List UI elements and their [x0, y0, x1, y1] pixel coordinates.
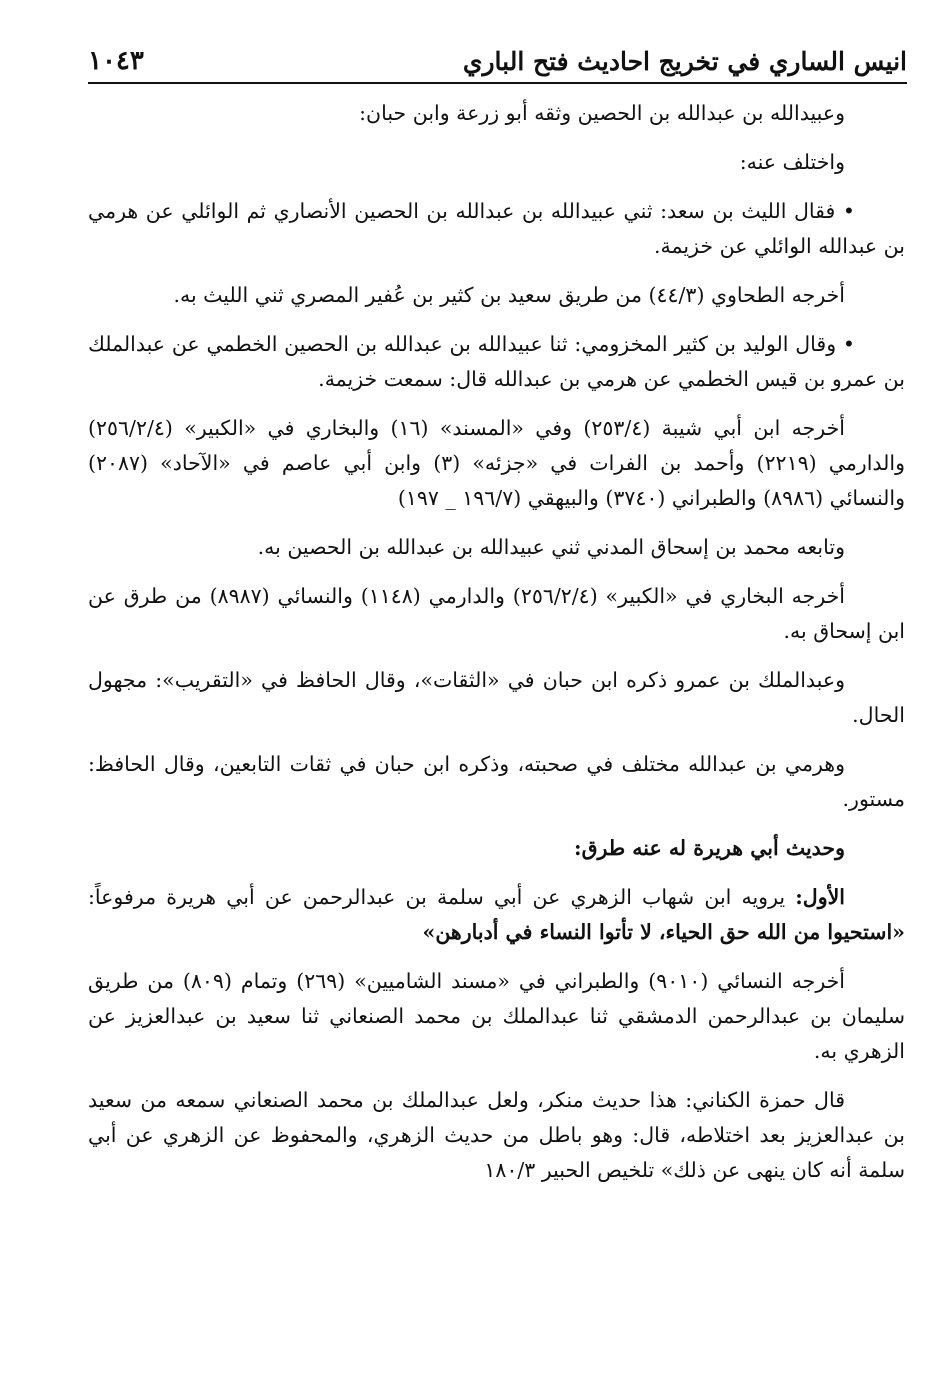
hadith-quote: «استحيوا من الله حق الحياء، لا تأتوا النساء في أدبارهن» [422, 920, 905, 944]
paragraph-disagreement: واختلف عنه: [739, 150, 845, 174]
running-title: انيس الساري في تخريج احاديث فتح الباري [462, 47, 907, 76]
paragraph-narrator-trust: وعبيدالله بن عبدالله بن الحصين وثقه أبو زرعة وابن حبان: [359, 101, 845, 125]
paragraph-first-path [88, 880, 905, 950]
paragraph-abdulmalik: وعبدالملك بن عمرو ذكره ابن حبان في «الثقات»، وقال الحافظ في «التقريب»: مجهول الحال. [88, 668, 905, 727]
paragraph-takhrij-3: أخرجه النسائي (٩٠١٠) والطبراني في «مسند الشاميين» (٢٦٩) وتمام (٨٠٩) من طريق سليمان بن عبدالرحمن الدمشقي ثنا عبدالملك بن محمد الصنعاني ثنا سعيد بن عبدالعزيز عن الزهري به. [88, 969, 905, 1063]
first-path-text: يرويه ابن شهاب الزهري عن أبي سلمة بن عبدالرحمن عن أبي هريرة مرفوعاً: [88, 885, 786, 909]
first-path-label: الأول: [795, 885, 845, 909]
page-number: ١٠٤٣ [88, 46, 144, 76]
section-heading: وحديث أبي هريرة له عنه طرق: [574, 836, 845, 860]
page-header [88, 38, 907, 84]
paragraph-harami: وهرمي بن عبدالله مختلف في صحبته، وذكره ابن حبان في ثقات التابعين، وقال الحافظ: مستور. [88, 752, 905, 811]
paragraph-ibn-ishaq: وتابعه محمد بن إسحاق المدني ثني عبيدالله بن عبدالله بن الحصين به. [257, 535, 845, 559]
paragraph-takhrij-1: أخرجه ابن أبي شيبة (٢٥٣/٤) وفي «المسند» (١٦) والبخاري في «الكبير» (٢٥٦/٢/٤) والدارمي (٢٢١٩) وأحمد بن الفرات في «جزئه» (٣) وابن أبي عاصم في «الآحاد» (٢٠٨٧) والنسائي (٨٩٨٦) والطبراني (٣٧٤٠) والبيهقي (١٩٦/٧ _ ١٩٧) [88, 416, 905, 510]
page-body [88, 96, 905, 1188]
paragraph-tahawi: أخرجه الطحاوي (٤٤/٣) من طريق سعيد بن كثير بن عُفير المصري ثني الليث به. [173, 283, 845, 307]
paragraph-hamza: قال حمزة الكناني: هذا حديث منكر، ولعل عبدالملك بن محمد الصنعاني سمعه من سعيد بن عبدالعزيز بعد اختلاطه، قال: وهو باطل من حديث الزهري، والمحفوظ عن الزهري عن أبي سلمة أنه كان ينهى عن ذلك» تلخيص الحبير ١٨٠/٣ [88, 1088, 905, 1182]
paragraph-walid-chain: • وقال الوليد بن كثير المخزومي: ثنا عبيدالله بن عبدالله بن الحصين الخطمي عن عبدالملك بن عمرو بن قيس الخطمي عن هرمي بن عبدالله قال: سمعت خزيمة. [88, 332, 905, 391]
paragraph-layth-chain: • فقال الليث بن سعد: ثني عبيدالله بن عبدالله بن الحصين الأنصاري ثم الوائلي عن هرمي بن عبدالله الوائلي عن خزيمة. [88, 199, 905, 258]
paragraph-takhrij-2: أخرجه البخاري في «الكبير» (٢٥٦/٢/٤) والدارمي (١١٤٨) والنسائي (٨٩٨٧) من طرق عن ابن إسحاق به. [88, 584, 905, 643]
